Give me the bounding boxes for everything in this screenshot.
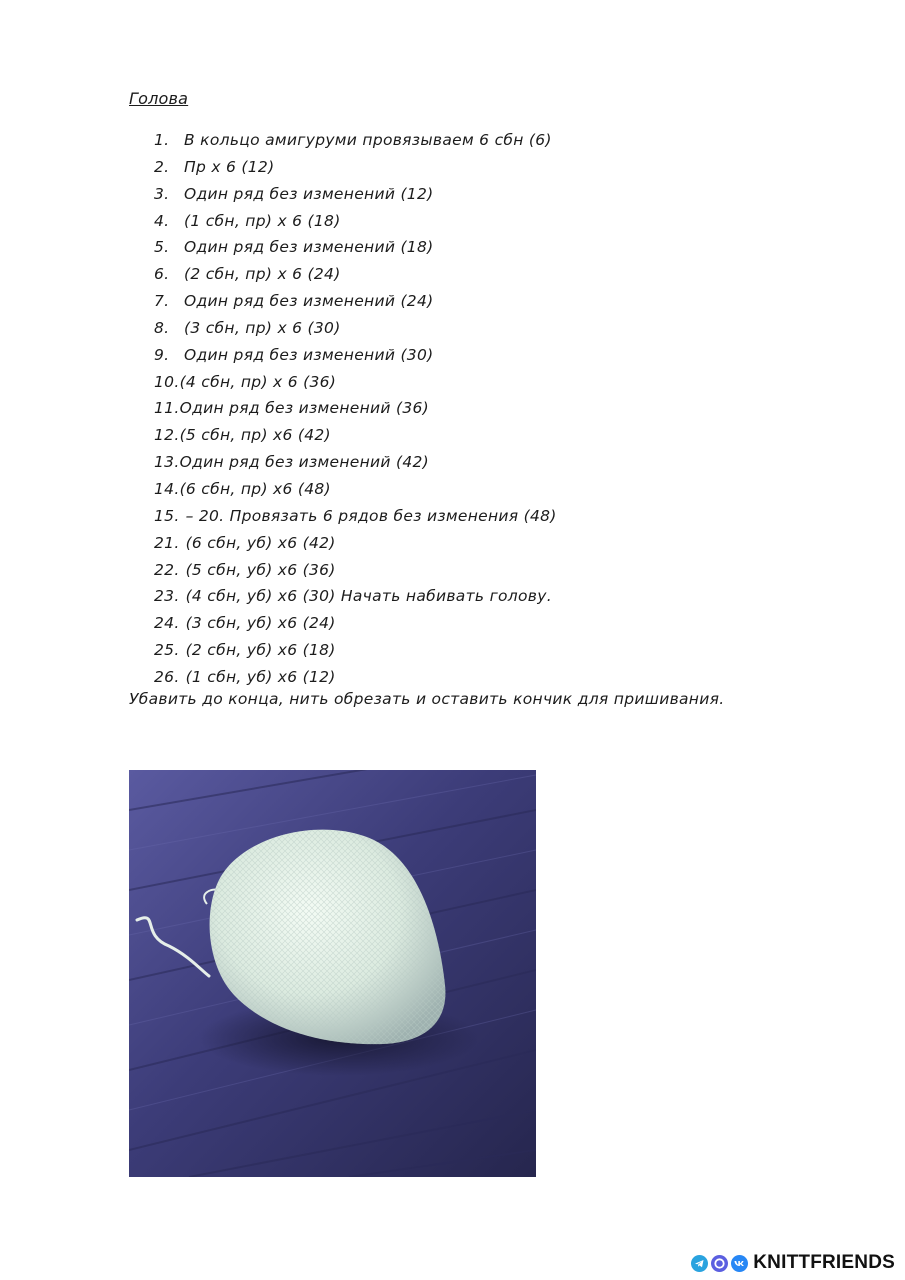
step-text: (3 сбн, пр) х 6 (30) (184, 318, 341, 337)
step-text: Один ряд без изменений (24) (184, 292, 434, 311)
vk-icon[interactable] (731, 1255, 748, 1272)
step-text: (6 сбн, уб) х6 (42) (185, 533, 336, 552)
step-text: (2 сбн, уб) х6 (18) (185, 641, 336, 660)
instruction-step (154, 127, 557, 154)
step-number: 4. (154, 211, 170, 230)
step-text: (1 сбн, уб) х6 (12) (185, 667, 336, 686)
step-text: (2 сбн, пр) х 6 (24) (184, 265, 341, 284)
step-text: Один ряд без изменений (30) (184, 345, 434, 364)
max-icon[interactable] (711, 1255, 728, 1272)
instruction-step (154, 154, 557, 181)
step-number: 5. (154, 238, 170, 257)
instruction-step (154, 369, 557, 396)
step-number: 3. (154, 184, 170, 203)
step-text: В кольцо амигуруми провязываем 6 сбн (6) (184, 131, 552, 149)
instruction-step (154, 557, 557, 584)
instruction-step (154, 503, 557, 530)
step-text: Один ряд без изменений (18) (184, 238, 434, 257)
step-text: Один ряд без изменений (42) (179, 453, 430, 472)
step-number: 24. (154, 614, 180, 633)
telegram-icon[interactable] (691, 1255, 708, 1272)
brand-wordmark[interactable]: KNITTFRIENDS (753, 1252, 895, 1273)
instruction-step (154, 288, 557, 315)
step-number: 10. (154, 372, 180, 391)
step-number: 8. (154, 318, 170, 337)
final-note: Убавить до конца, нить обрезать и оставить кончик для пришивания. (129, 690, 725, 708)
step-number: 22. (154, 560, 180, 579)
instruction-step (154, 610, 557, 637)
step-number: 26. (154, 667, 180, 686)
step-text: – 20. Провязать 6 рядов без изменения (48) (185, 506, 557, 525)
instruction-step (154, 181, 557, 208)
step-text: (4 сбн, пр) х 6 (36) (179, 372, 337, 391)
crochet-head-photo (129, 770, 536, 1177)
section-heading: Голова (129, 89, 189, 108)
step-number: 25. (154, 641, 180, 660)
instruction-step (154, 664, 557, 691)
instruction-step (154, 449, 557, 476)
step-text: Один ряд без изменений (36) (179, 399, 430, 418)
instruction-step (154, 476, 557, 503)
instruction-step (154, 208, 557, 235)
step-number: 2. (154, 157, 170, 176)
instruction-step (154, 234, 557, 261)
step-number: 7. (154, 292, 170, 311)
step-number: 15. (154, 506, 180, 525)
step-number: 1. (154, 131, 170, 149)
step-number: 13. (154, 453, 180, 472)
step-number: 21. (154, 533, 180, 552)
instruction-step (154, 315, 557, 342)
instruction-step (154, 342, 557, 369)
instruction-step (154, 637, 557, 664)
instruction-step (154, 261, 557, 288)
instruction-list (154, 127, 557, 691)
step-text: (4 сбн, уб) х6 (30) Начать набивать голову. (185, 587, 552, 606)
brand-footer[interactable] (691, 1251, 895, 1275)
step-text: (5 сбн, пр) х6 (42) (179, 426, 331, 445)
step-text: (6 сбн, пр) х6 (48) (179, 479, 331, 498)
instruction-step (154, 583, 557, 610)
step-text: Пр х 6 (12) (184, 157, 275, 176)
instruction-step (154, 530, 557, 557)
step-number: 11. (154, 399, 180, 418)
instruction-step (154, 422, 557, 449)
instruction-step (154, 395, 557, 422)
step-number: 23. (154, 587, 180, 606)
step-text: Один ряд без изменений (12) (184, 184, 434, 203)
step-number: 12. (154, 426, 180, 445)
step-text: (3 сбн, уб) х6 (24) (185, 614, 336, 633)
step-text: (5 сбн, уб) х6 (36) (185, 560, 336, 579)
step-number: 6. (154, 265, 170, 284)
step-text: (1 сбн, пр) х 6 (18) (184, 211, 341, 230)
step-number: 14. (154, 479, 180, 498)
step-number: 9. (154, 345, 170, 364)
